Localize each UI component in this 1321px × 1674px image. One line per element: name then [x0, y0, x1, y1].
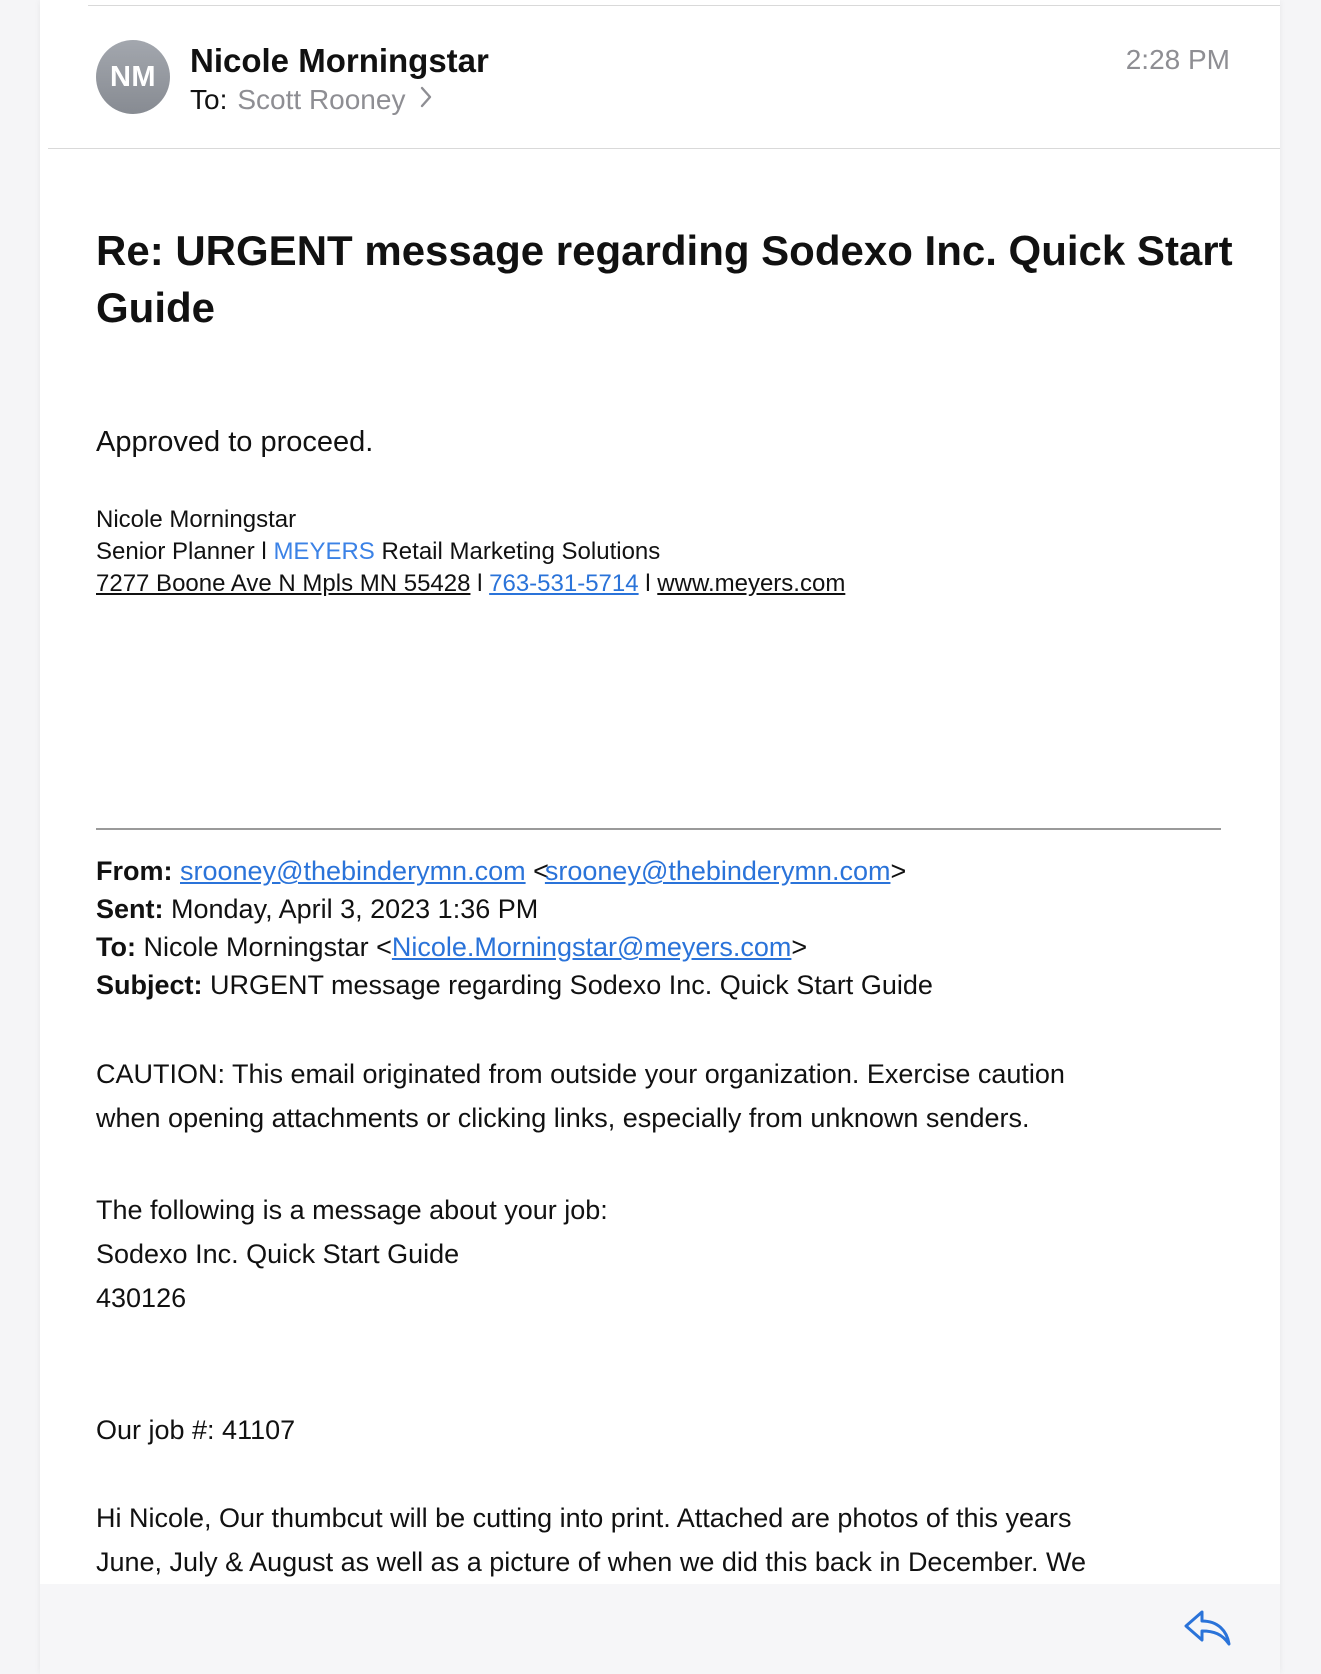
- signature-sep-1: l: [470, 570, 490, 597]
- sent-value: Monday, April 3, 2023 1:36 PM: [171, 894, 539, 924]
- angle-close-2: >: [791, 932, 808, 962]
- quoted-sent-line: [96, 890, 1246, 928]
- reply-arrow-icon[interactable]: [1182, 1604, 1234, 1652]
- chevron-right-icon[interactable]: [419, 85, 433, 116]
- sender-avatar[interactable]: NM: [96, 40, 170, 114]
- message-time: 2:28 PM: [1125, 44, 1230, 75]
- quoted-subject-line: [96, 966, 1246, 1004]
- job-info: [96, 1188, 1246, 1320]
- angle-open-2: <: [376, 932, 392, 962]
- caution-line-1: CAUTION: This email originated from outside your organization. Exercise caution: [96, 1059, 1065, 1089]
- quoted-to-label: To:: [96, 932, 136, 962]
- signature-contact: [96, 568, 1246, 600]
- bottom-toolbar: [40, 1584, 1280, 1674]
- signature-brand: MEYERS: [273, 538, 375, 565]
- quoted-subject-value: URGENT message regarding Sodexo Inc. Quick Start Guide: [210, 970, 933, 1000]
- message-line-2: June, July & August as well as a picture of when we did this back in December. We: [96, 1547, 1087, 1577]
- email-subject: Re: URGENT message regarding Sodexo Inc. Quick Start Guide: [96, 227, 1233, 331]
- from-email-link[interactable]: srooney@thebinderymn.com: [180, 856, 526, 886]
- to-label: To:: [190, 84, 228, 115]
- sender-name[interactable]: Nicole Morningstar: [190, 42, 489, 79]
- message-line-1: Hi Nicole, Our thumbcut will be cutting into print. Attached are photos of this years: [96, 1503, 1072, 1533]
- signature-phone-link[interactable]: 763-531-5714: [489, 570, 639, 597]
- message-paragraph: [96, 1496, 1246, 1584]
- signature-address-link[interactable]: 7277 Boone Ave N Mpls MN 55428: [96, 570, 471, 597]
- email-view: [40, 0, 1280, 1674]
- job-line-3: 430126: [96, 1283, 187, 1313]
- signature-name: Nicole Morningstar: [96, 506, 297, 533]
- quoted-divider: [96, 828, 1221, 830]
- angle-close: >: [890, 856, 907, 886]
- caution-line-2: when opening attachments or clicking links, especially from unknown senders.: [96, 1103, 1030, 1133]
- angle-open: <: [533, 856, 549, 886]
- quoted-subject-label: Subject:: [96, 970, 203, 1000]
- header-divider: [48, 148, 1280, 149]
- message-header: [40, 6, 1280, 149]
- job-line-2: Sodexo Inc. Quick Start Guide: [96, 1239, 460, 1269]
- signature-sep-2: l: [638, 570, 658, 597]
- email-signature: [96, 504, 1246, 600]
- caution-notice: [96, 1052, 1246, 1140]
- our-job-number: Our job #: 41107: [96, 1415, 296, 1445]
- sent-label: Sent:: [96, 894, 164, 924]
- quoted-header: [96, 852, 1246, 1004]
- quoted-to-line: [96, 928, 1246, 966]
- recipient-line[interactable]: [190, 84, 433, 116]
- from-label: From:: [96, 856, 173, 886]
- recipient-name[interactable]: Scott Rooney: [237, 84, 406, 115]
- signature-title-prefix: Senior Planner l: [96, 538, 274, 565]
- message-body: [96, 150, 1246, 1584]
- to-email-link[interactable]: Nicole.Morningstar@meyers.com: [391, 932, 792, 962]
- signature-title: [96, 536, 1246, 568]
- signature-website-link[interactable]: www.meyers.com: [657, 570, 846, 597]
- quoted-to-name: Nicole Morningstar: [143, 932, 369, 962]
- reply-text: Approved to proceed.: [96, 426, 374, 458]
- job-line-1: The following is a message about your job:: [96, 1195, 608, 1225]
- from-email-link-2[interactable]: srooney@thebinderymn.com: [544, 856, 891, 886]
- signature-title-suffix: Retail Marketing Solutions: [374, 538, 661, 565]
- quoted-from-line: [96, 852, 1246, 890]
